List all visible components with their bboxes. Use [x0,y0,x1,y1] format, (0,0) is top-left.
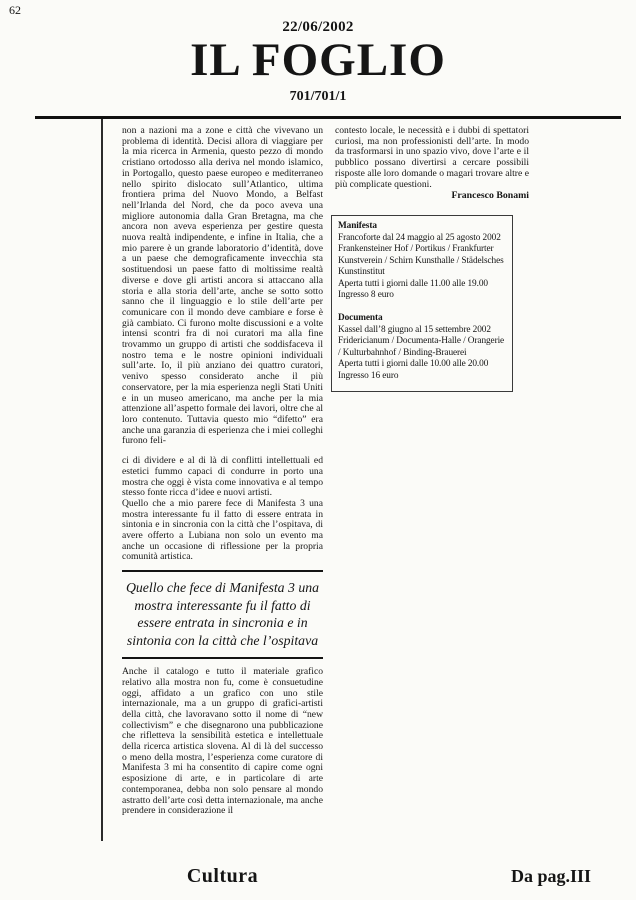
info-box-line: Ingresso 8 euro [338,290,394,301]
edition-code: 701/701/1 [289,88,347,104]
left-margin-rule [101,119,103,841]
info-box-line: Francoforte dal 24 maggio al 25 agosto 2002 [338,232,501,243]
newspaper-title: IL FOGLIO [190,34,446,86]
masthead [0,19,636,105]
info-box-line: Aperta tutti i giorni dalle 10.00 alle 20.00 [338,359,489,370]
info-box-line: Aperta tutti i giorni dalle 11.00 alle 19.00 [338,278,488,289]
article-paragraph: ci di dividere e al di là di conflitti intellettuali ed estetici fummo capaci di condurre in porto una mostra che oggi è vista come innovativa e al tempo stesso fonte ricca d’idee e nuovi artisti. [122,455,323,499]
article-paragraph: Quello che a mio parere fece di Manifesta 3 una mostra interessante fu il fatto di essere entrata in sintonia e in sincronia con la città che l’ospitava, di avere offerto a Lubiana non solo un evento ma anche un occasione di riflessione per la propria comunità artistica. [122,497,323,563]
article-right-column [335,126,529,392]
scan-page-number: 62 [9,3,21,17]
info-box-line: Ingresso 16 euro [338,371,399,382]
info-box-section-documenta [338,313,507,383]
info-box-section-title: Manifesta [338,220,377,231]
author-byline: Francesco Bonami [451,190,529,202]
article-left-column [122,126,323,817]
info-box-section-title: Documenta [338,313,383,324]
issue-date: 22/06/2002 [282,19,354,35]
pull-quote: Quello che fece di Manifesta 3 una mostra interessante fu il fatto di essere entrata in sincronia e in sintonia con la città che l’ospitava [122,570,323,659]
info-box-section-manifesta [338,221,507,302]
info-box-line: Frankensteiner Hof / Portikus / Frankfurter Kunstverein / Schirn Kunsthalle / Städelsches Kunstinstitut [338,244,504,278]
header-divider-rule [35,116,621,119]
article-paragraph: Anche il catalogo e tutto il materiale grafico relativo alla mostra non fu, come è consuetudine oggi, affidato a un grafico con uno stile internazionale, ma a un gruppo di grafici-artisti della città, che lavoravano sotto il nome di “new collectivism” e che disegnarono una pubblicazione che rifletteva la sensibilità estetica e intellettuale della ricerca artistica slovena. Al di là del successo o meno della mostra, l’esperienza come curatore di Manifesta 3 mi ha consentito di capire come ogni esposizione di arte, e in particolare di arte contemporanea, debba non solo pensare al mondo astratto dell’arte così detta internazionale, ma anche prendere in considerazione il [122,666,323,817]
article-paragraph: non a nazioni ma a zone e città che vivevano un problema di identità. Decisi allora di viaggiare per la mia ricerca in Armenia, questo pezzo di mondo cristiano ortodosso alla deriva nel mondo islamico, in Portogallo, questo paese europeo e mediterraneo nello spirito dislocato sull’Atlantico, ultima frontiera prima del Nuovo Mondo, a Belfast nell’Irlanda del Nord, che da poco aveva una migliore autonomia dalla Gran Bretagna, ma che ancora non aveva esperienza per gestire questa nuova realtà indipendente, e infine in Italia, che a mio parere è un grande laboratorio d’identità, dove a un paese che demograficamente invecchia sta sostituendosi un paese fatto di moltissime realtà diverse e dove gli artisti ancora si attaccano alla storia e alla storia dell’arte, anche se sotto sotto sanno che il linguaggio e lo stile dell’arte per comunicare con il mondo deve cambiare e forse è già cambiato. Ci furono molte discussioni e a volte intensi scontri fra di noi curatori ma alla fine trovammo un gruppo di artisti che soddisfaceva il nostro tema e le nostre opinioni individuali sull’arte. Io, il più anziano dei quattro curatori, venivo spesso considerato anche il più conservatore, per la mia esperienza negli Stati Uniti e in un museo americano, ma anche per la mia attenzione all’aspetto formale dei lavori, oltre che al loro contenuto. Tuttavia questo mio “difetto” era anche una garanzia di esperienza che i miei colleghi furono feli- [122,125,323,447]
exhibitions-info-box [331,215,513,392]
article-paragraph: contesto locale, le necessità e i dubbi di spettatori curiosi, ma non professionisti dell’arte. In modo da trasformarsi in uno spazio vivo, dove l’arte e il pubblico possano divertirsi a cercare possibili risposte alle loro domande o magari trovare altre e più complicate questioni. [335,125,529,190]
info-box-line: Fridericianum / Documenta-Halle / Orangerie / Kulturbahnhof / Binding-Brauerei [338,336,505,358]
section-label: Cultura [186,865,259,887]
page-reference: Da pag.III [510,866,591,886]
info-box-line: Kassel dall’8 giugno al 15 settembre 2002 [338,324,491,335]
